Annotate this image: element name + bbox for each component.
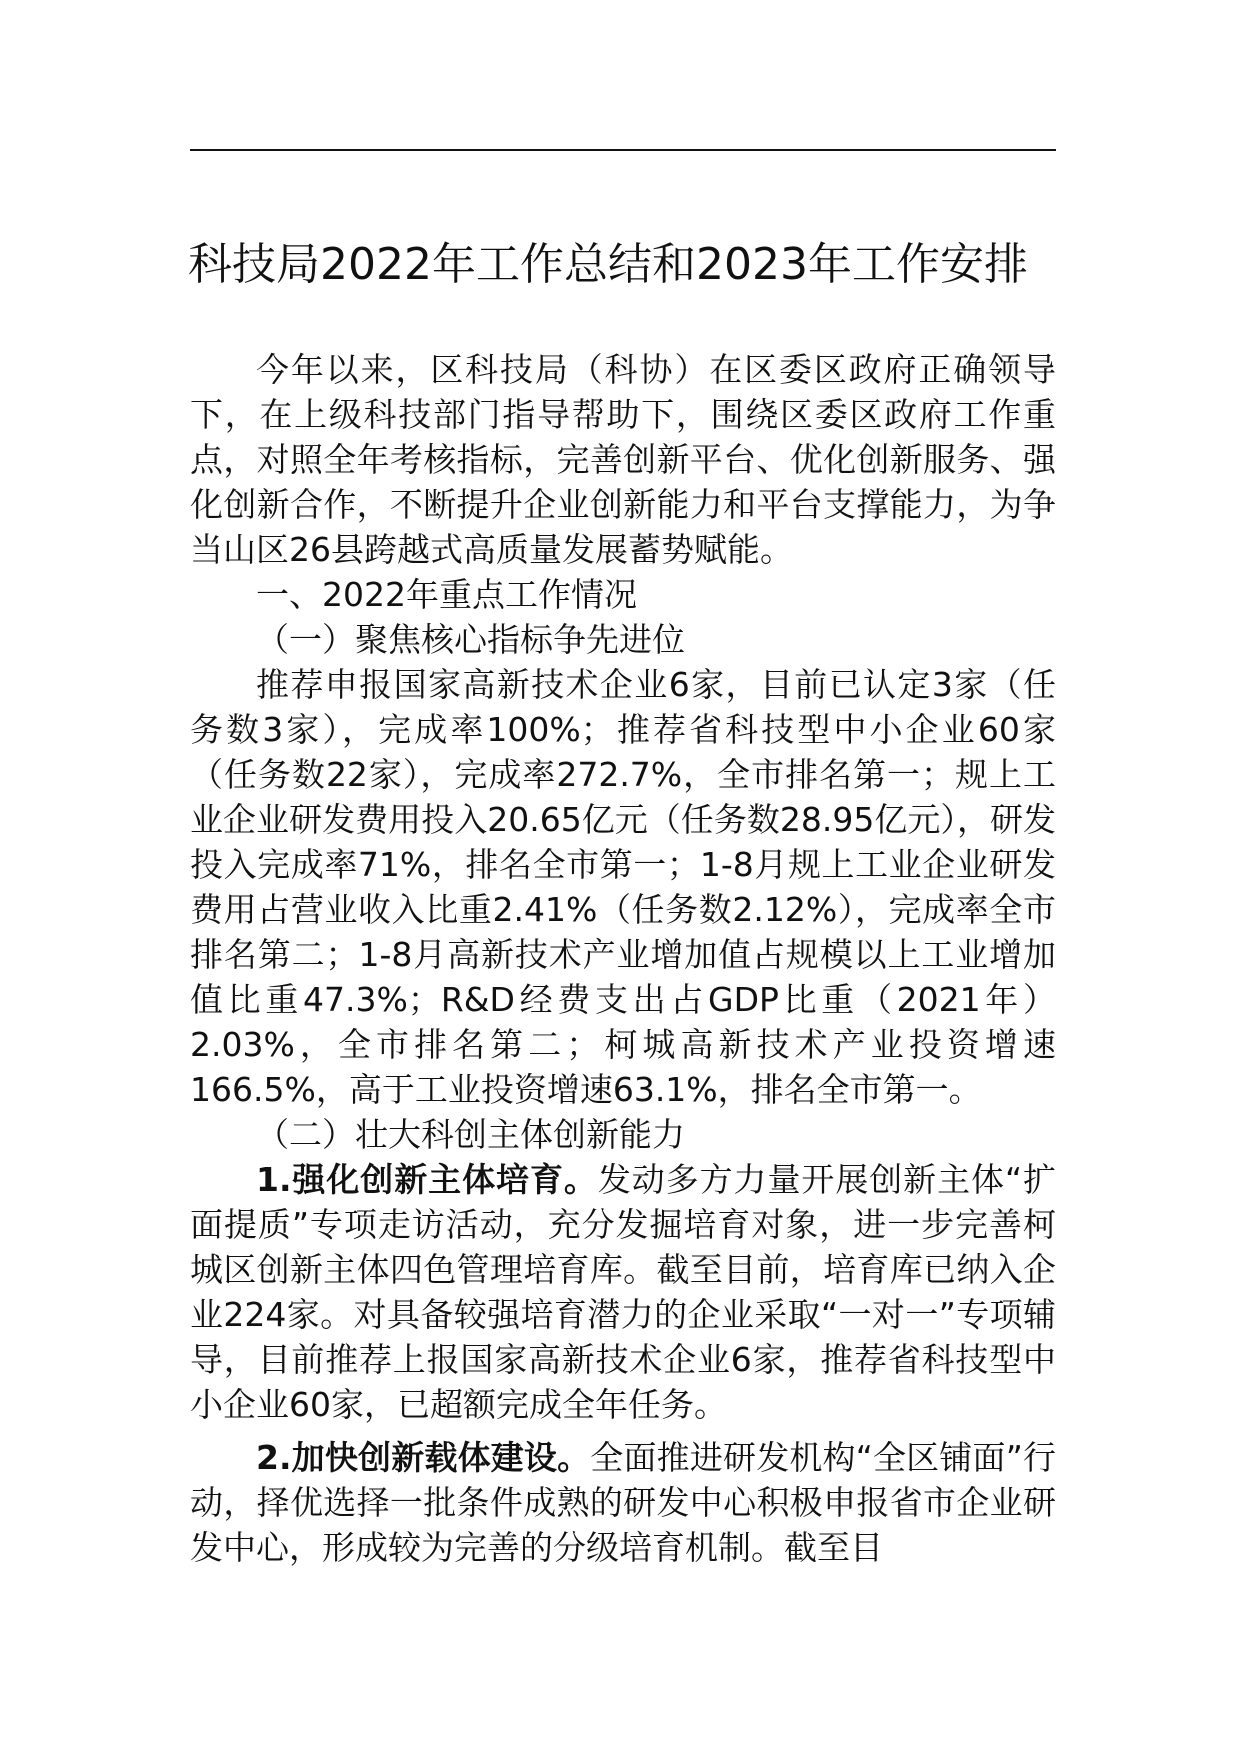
- item-1-text: 发动多方力量开展创新主体“扩面提质”专项走访活动，充分发掘培育对象，进一步完善柯城区创新主体四色管理培育库。截至目前，培育库已纳入企业224家。对具备较强培育潜力的企业采取“一对一”专项辅导，目前推荐上报国家高新技术企业6家，推荐省科技型中小企业60家，已超额完成全年任务。: [190, 1160, 1056, 1424]
- header-rule: [190, 149, 1056, 151]
- section-heading-1: 一、2022年重点工作情况: [256, 575, 637, 614]
- subsection-heading-1: （一）聚焦核心指标争先进位: [256, 620, 685, 659]
- item-2-lead: 2.加快创新载体建设。: [256, 1438, 591, 1477]
- item-2-paragraph: [190, 1435, 1056, 1570]
- item-2-text: 全面推进研发机构“全区铺面”行动，择优选择一批条件成熟的研发中心积极申报省市企业研发中心，形成较为完善的分级培育机制。截至目: [190, 1438, 1056, 1567]
- item-1-paragraph: [190, 1157, 1056, 1427]
- document-body: [190, 347, 1056, 1570]
- intro-paragraph: 今年以来，区科技局（科协）在区委区政府正确领导下，在上级科技部门指导帮助下，围绕区委区政府工作重点，对照全年考核指标，完善创新平台、优化创新服务、强化创新合作，不断提升企业创新能力和平台支撑能力，为争当山区26县跨越式高质量发展蓄势赋能。: [190, 350, 1056, 569]
- document-title: 科技局2022年工作总结和2023年工作安排: [188, 239, 1028, 290]
- subsection-heading-2: （二）壮大科创主体创新能力: [256, 1115, 685, 1154]
- item-1-lead: 1.强化创新主体培育。: [256, 1160, 598, 1199]
- subsection-1-paragraph: 推荐申报国家高新技术企业6家，目前已认定3家（任务数3家），完成率100%；推荐省科技型中小企业60家（任务数22家），完成率272.7%，全市排名第一；规上工业企业研发费用投入20.65亿元（任务数28.95亿元），研发投入完成率71%，排名全市第一；1-8月规上工业企业研发费用占营业收入比重2.41%（任务数2.12%），完成率全市排名第二；1-8月高新技术产业增加值占规模以上工业增加值比重47.3%；R&D经费支出占GDP比重（2021年）2.03%，全市排名第二；柯城高新技术产业投资增速166.5%，高于工业投资增速63.1%，排名全市第一。: [190, 665, 1056, 1109]
